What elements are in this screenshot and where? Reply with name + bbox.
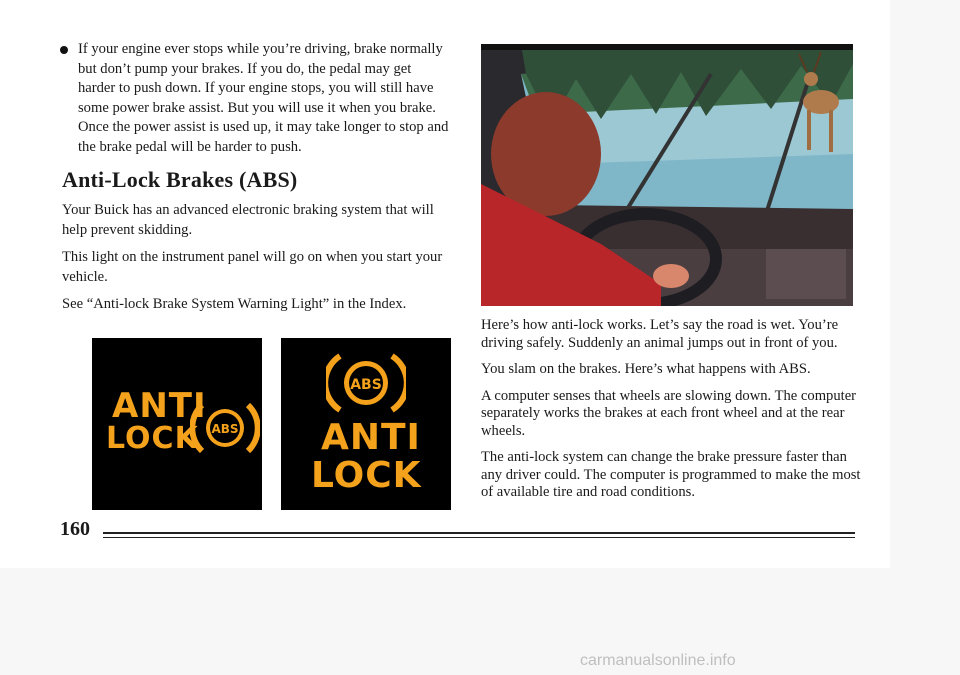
brake-pressure-paragraph: The anti-lock system can change the brake pressure faster than any driver could. The computer is programmed to make the most of available tire and road conditions. [481,449,861,500]
footer-rule [103,532,855,534]
computer-senses-paragraph: A computer senses that wheels are slowing down. The computer separately works the brakes at each front wheel and at the rear wheels. [481,387,857,439]
page-number: 160 [60,518,90,540]
anti-lock-lamp-vertical [281,338,451,510]
left-column [62,40,452,323]
anti-lock-lamp-horizontal [92,338,262,510]
abs-badge-label: ABS [211,422,239,436]
section-heading: Anti-Lock Brakes (ABS) [62,167,298,192]
site-watermark: carmanualsonline.info [580,652,736,669]
lamp-line-lock: LOCK [106,421,199,456]
abs-badge-icon [326,350,406,416]
how-abs-works-paragraph: Here’s how anti-lock works. Let’s say the road is wet. You’re driving safely. Suddenly an animal jumps out in front of you. [481,317,839,351]
lamp-line-anti: ANTI [112,386,207,426]
bullet-dot-icon [60,46,68,54]
illustration-image [481,44,853,306]
abs-badge-label: ABS [350,377,382,393]
lamp-line-anti: ANTI [321,417,421,458]
see-index-paragraph: See “Anti-lock Brake System Warning Light” in the Index. [62,296,407,312]
footer-rule [103,537,855,538]
abs-intro-paragraph: Your Buick has an advanced electronic braking system that will help prevent skidding. [62,202,434,238]
abs-light-paragraph: This light on the instrument panel will go on when you start your vehicle. [62,249,443,285]
bullet-item [62,40,452,157]
lamp-line-lock: LOCK [311,455,422,496]
right-column [481,317,861,511]
abs-badge-icon [190,393,260,463]
driver-deer-illustration [481,44,853,306]
slam-brakes-paragraph: You slam on the brakes. Here’s what happens with ABS. [481,361,811,377]
bullet-text: If your engine ever stops while you’re driving, brake normally but don’t pump your brakes. If you do, the pedal may get harder to push down. If your engine stops, you will still have some power brake assist. But you will use it when you brake. Once the power assist is used up, it may take longer to stop and the brake pedal will be harder to push. [78,41,449,155]
